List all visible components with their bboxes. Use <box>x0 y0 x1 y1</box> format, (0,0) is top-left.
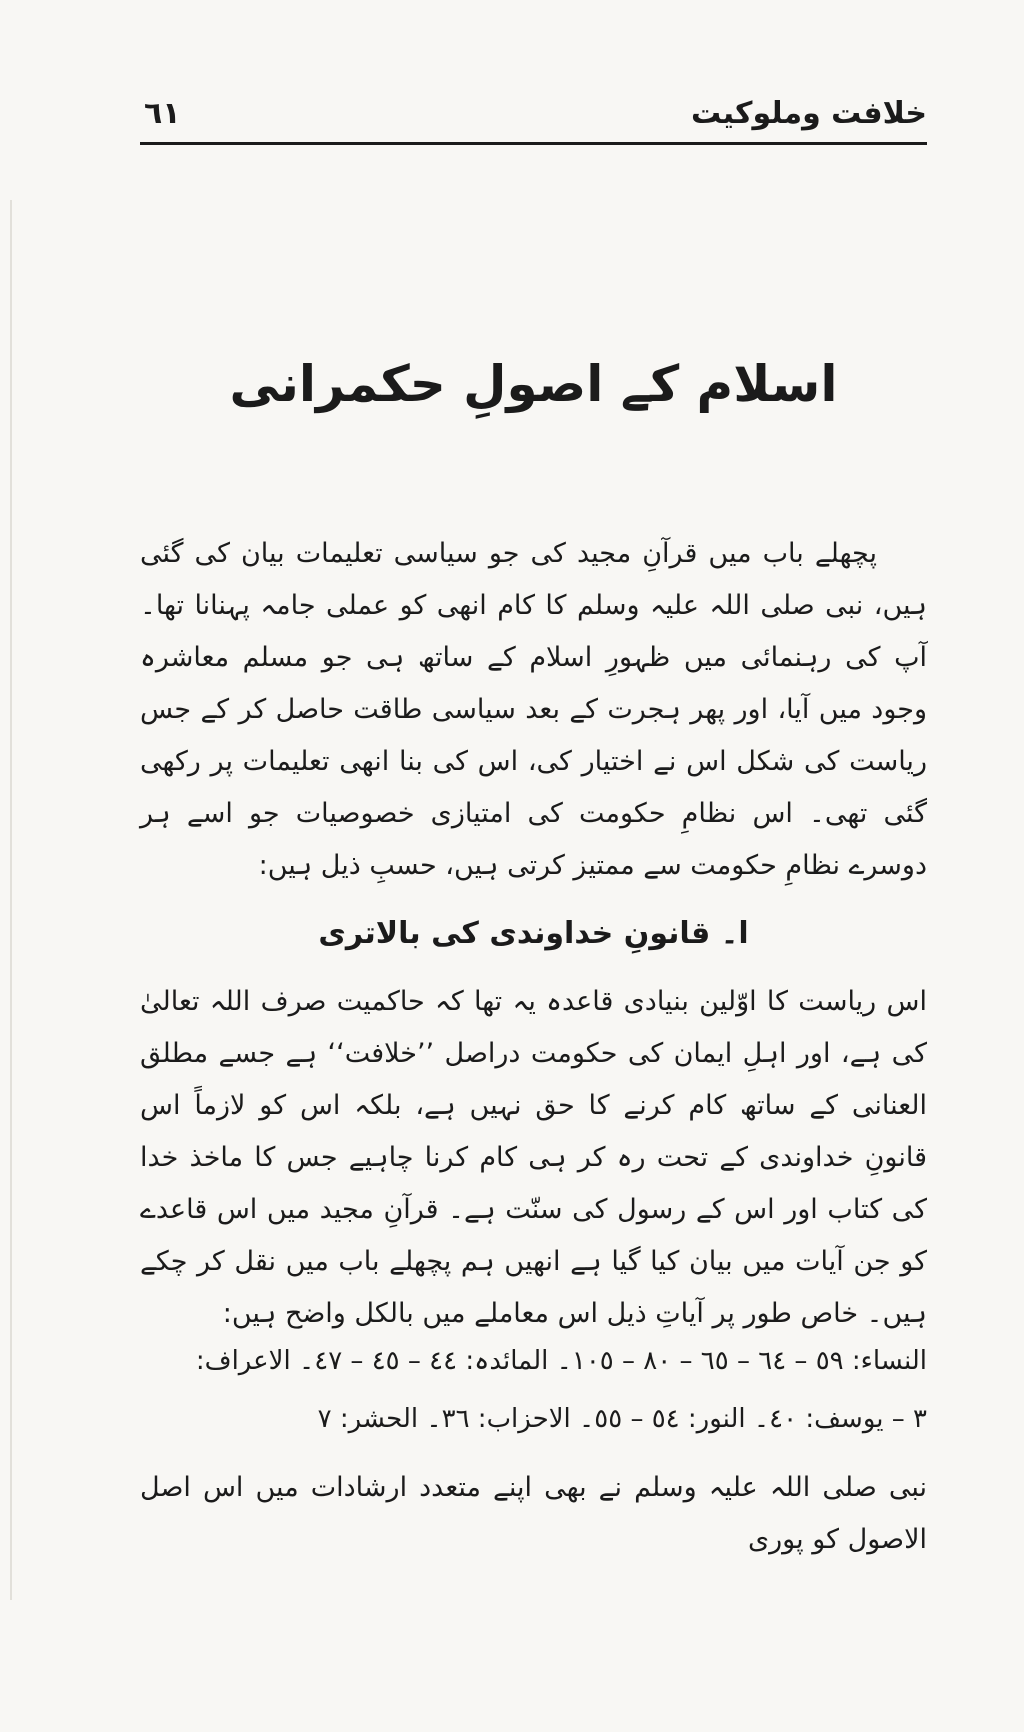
closing-line: نبی صلی اللہ علیہ وسلم نے بھی اپنے متعدد ارشادات میں اس اصل الاصول کو پوری <box>140 1472 927 1555</box>
running-header <box>140 92 927 145</box>
section-paragraph: اس ریاست کا اوّلین بنیادی قاعدہ یہ تھا کہ حاکمیت صرف اللہ تعالیٰ کی ہے، اور اہلِ ایمان کی حکومت دراصل ’’خلافت‘‘ ہے جسے مطلق العنانی کے ساتھ کام کرنے کا حق نہیں ہے، بلکہ اس کو لازماً اس قانونِ خداوندی کے تحت رہ کر ہی کام کرنا چاہیے جس کا ماخذ خدا کی کتاب اور اس کے رسول کی سنّت ہے۔ قرآنِ مجید میں اس قاعدے کو جن آیات میں بیان کیا گیا ہے انھیں ہم پچھلے باب میں نقل کر چکے ہیں۔ خاص طور پر آیاتِ ذیل اس معاملے میں بالکل واضح ہیں: <box>140 986 927 1329</box>
references-line-1: النساء: ٥٩ – ٦٤ – ٦٥ – ٨٠ – ١٠٥۔ المائدہ: ٤٤ – ٤٥ – ٤٧۔ الاعراف: <box>195 1346 927 1376</box>
references-line-2: ٣ – یوسف: ٤٠۔ النور: ٥٤ – ٥٥۔ الاحزاب: ٣٦۔ الحشر: ٧ <box>317 1404 927 1434</box>
page-number: ٦١ <box>144 96 181 131</box>
page-edge <box>10 200 12 1600</box>
intro-rest: علیہ وسلم کا کام انھی کو عملی جامہ پہنانا تھا۔ آپ کی رہنمائی میں ظہورِ اسلام کے ساتھ ہی جو مسلم معاشرہ وجود میں آیا، اور پھر ہجرت کے بعد سیاسی طاقت حاصل کر کے جس ریاست کی شکل اس نے اختیار کی، اس کی بنا انھی تعلیمات پر رکھی گئی تھی۔ اس نظامِ حکومت کی امتیازی خصوصیات جو اسے ہر دوسرے نظامِ حکومت سے ممتیز کرتی ہیں، حسبِ ذیل ہیں: <box>140 590 927 881</box>
intro-paragraph <box>140 528 927 892</box>
section-heading: ا۔ قانونِ خداوندی کی بالاتری <box>318 916 749 951</box>
chapter-title: اسلام کے اصولِ حکمرانی <box>229 355 838 413</box>
book-title: خلافت وملوکیت <box>691 96 927 131</box>
intro-first-line: پچھلے باب میں قرآنِ مجید کی جو سیاسی تعلیمات بیان کی گئی ہیں، نبی صلی اللہ <box>140 538 927 621</box>
